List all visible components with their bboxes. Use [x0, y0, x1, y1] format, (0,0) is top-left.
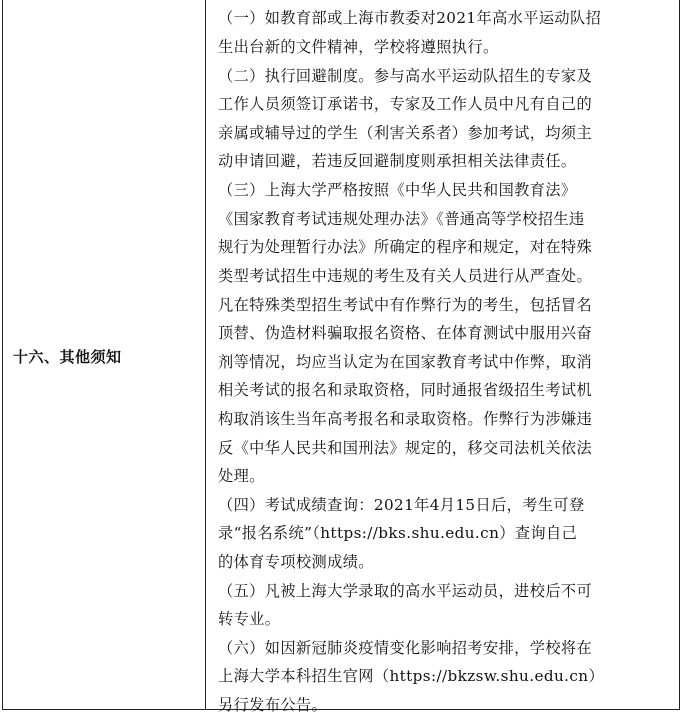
- content-line: （二）执行回避制度。参与高水平运动队招生的专家及: [218, 67, 593, 85]
- content-line: 另行发布公告。: [218, 696, 328, 714]
- content-line: 转专业。: [218, 610, 281, 628]
- content-line: 剂等情况，均应当认定为在国家教育考试中作弊，取消: [218, 353, 593, 371]
- content-line: 凡在特殊类型招生考试中有作弊行为的考生，包括冒名: [218, 296, 593, 314]
- content-line: （一）如教育部或上海市教委对2021年高水平运动队招: [218, 9, 602, 27]
- content-line: 动申请回避，若违反回避制度则承担相关法律责任。: [218, 152, 577, 170]
- content-line: 类型考试招生中违规的考生及有关人员进行从严查处。: [218, 267, 593, 285]
- section-label: 十六、其他须知: [13, 348, 122, 366]
- content-line: （三）上海大学严格按照《中华人民共和国教育法》: [218, 181, 577, 199]
- content-line: 相关考试的报名和录取资格，同时通报省级招生考试机: [218, 381, 593, 399]
- content-line: 顶替、伪造材料骗取报名资格、在体育测试中服用兴奋: [218, 324, 593, 342]
- content-line: （六）如因新冠肺炎疫情变化影响招考安排，学校将在: [218, 639, 593, 657]
- content-line: 规行为处理暂行办法》所确定的程序和规定，对在特殊: [218, 238, 593, 256]
- content-line: 《国家教育考试违规处理办法》《普通高等学校招生违: [218, 210, 585, 228]
- content-line: 的体育专项校测成绩。: [218, 553, 374, 571]
- section-content-cell: [207, 0, 677, 714]
- notice-table: [2, 0, 680, 714]
- content-line: （四）考试成绩查询：2021年4月15日后，考生可登: [218, 496, 585, 514]
- content-line: 录“报名系统”（https://bks.shu.edu.cn）查询自己: [218, 524, 578, 542]
- content-line: （五）凡被上海大学录取的高水平运动员，进校后不可: [218, 582, 593, 600]
- content-line: 上海大学本科招生官网（https://bkzsw.shu.edu.cn）: [218, 667, 605, 685]
- content-line: 亲属或辅导过的学生（利害关系者）参加考试，均须主: [218, 124, 593, 142]
- content-line: 构取消该生当年高考报名和录取资格。作弊行为涉嫌违: [218, 410, 593, 428]
- content-line: 工作人员须签订承诺书，专家及工作人员中凡有自己的: [218, 95, 593, 113]
- section-label-cell: [3, 0, 206, 709]
- content-line: 反《中华人民共和国刑法》规定的，移交司法机关依法: [218, 439, 593, 457]
- content-line: 处理。: [218, 467, 265, 485]
- content-line: 生出台新的文件精神，学校将遵照执行。: [218, 38, 499, 56]
